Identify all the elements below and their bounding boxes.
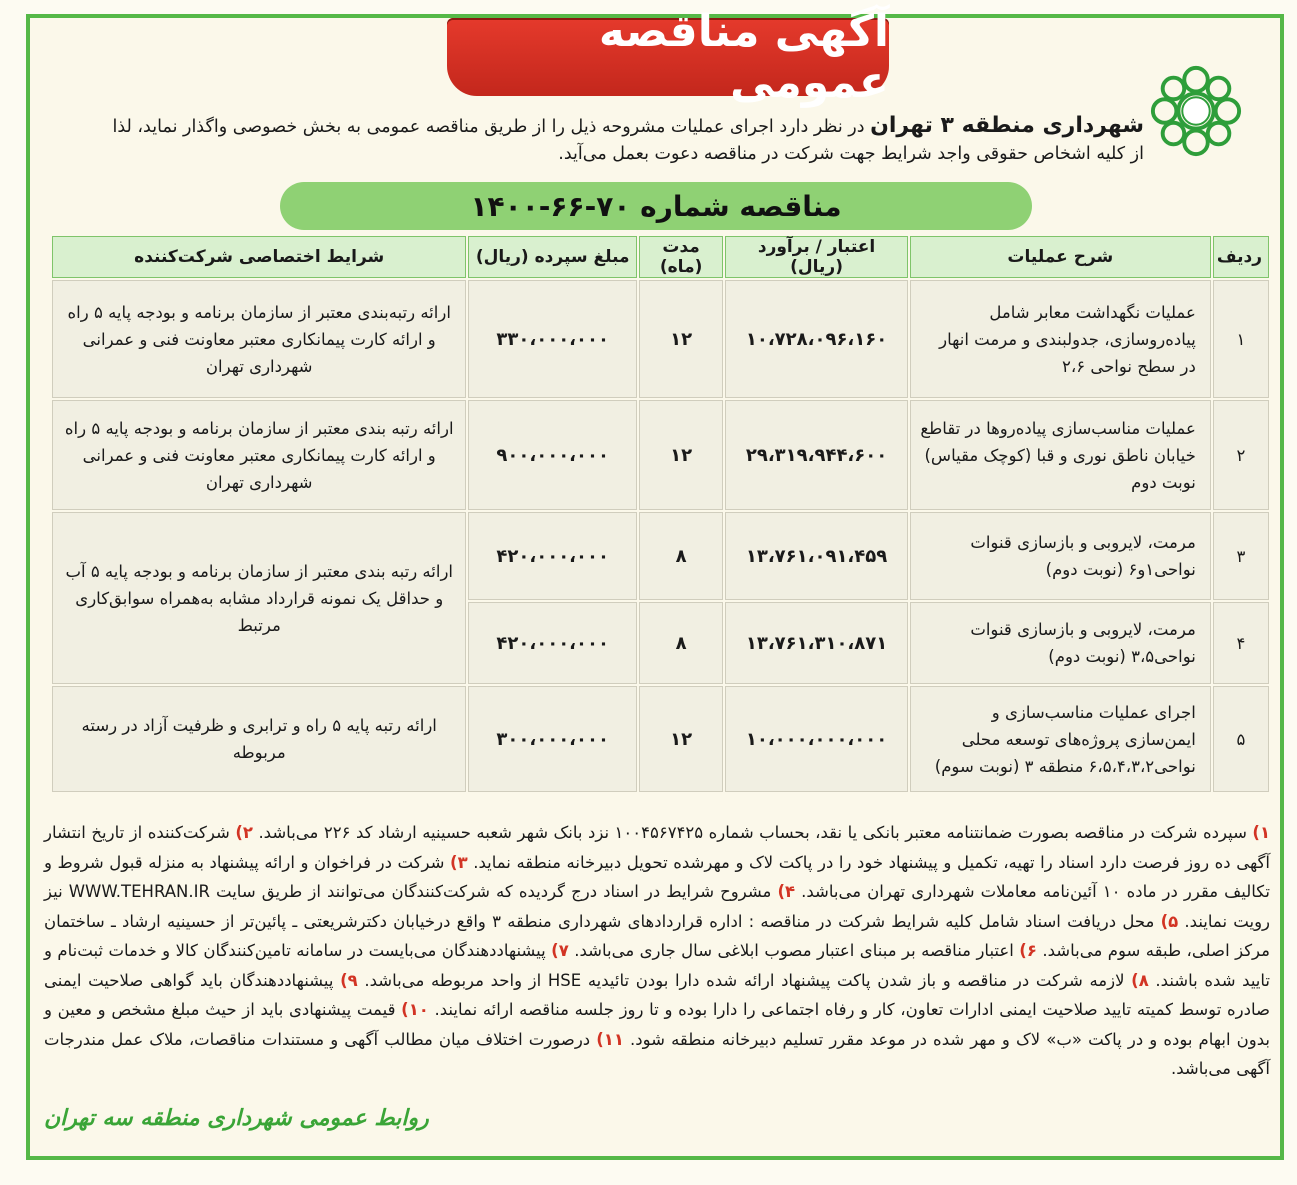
note-text: پیشنهاددهندگان باید گواهی صلاحیت ایمنی صادره توسط کمیته تایید صلاحیت ایمنی ادارات تعاون، کار و رفاه اجتماعی را دارا بوده و تا روز جلسه مناقصه ارائه نمایند. [44,970,1270,1019]
note-number: ۴) [777,882,796,901]
table-row [52,512,1269,600]
table-header-row [52,236,1269,278]
cell-row-no: ۵ [1213,686,1269,792]
note-number: ۶) [1019,941,1037,960]
note-text: لازمه شرکت در مناقصه و باز شدن پاکت پیشنهاد ارائه شده دارا بودن تائیدیه HSE از واحد مربوطه می‌باشد. [357,970,1132,990]
cell-deposit: ۴۲۰،۰۰۰،۰۰۰ [468,512,637,600]
note-number: ۹) [340,970,358,990]
note-text: شرکت‌کننده از تاریخ انتشار آگهی ده روز فرصت دارد اسناد را تهیه، تکمیل و پیشنهاد خود را در پاکت لاک و مهرشده تحویل دبیرخانه منطقه نماید. [44,823,1270,872]
header-deposit: مبلغ سپرده (ریال) [468,236,637,278]
cell-conditions: ارائه رتبه پایه ۵ راه و ترابری و ظرفیت آزاد در رسته مربوطه [52,686,466,792]
cell-conditions: ارائه رتبه بندی معتبر از سازمان برنامه و بودجه پایه ۵ راه و ارائه کارت پیمانکاری معتبر معاونت فنی و عمرانی شهرداری تهران [52,400,466,510]
cell-deposit: ۴۲۰،۰۰۰،۰۰۰ [468,602,637,684]
table-row [52,280,1269,398]
note-number: ۸) [1131,970,1149,990]
cell-duration: ۱۲ [639,280,723,398]
cell-description: مرمت، لایروبی و بازسازی قنوات نواحی۳،۵ (نوبت دوم) [910,602,1211,684]
note-text: درصورت اختلاف میان مطالب آگهی و مستندات مناقصات، ملاک عمل مندرجات آگهی می‌باشد. [44,1029,1270,1078]
cell-description: عملیات نگهداشت معابر شامل پیاده‌روسازی، جدولبندی و مرمت انهار در سطح نواحی ۲،۶ [910,280,1211,398]
note-text: محل دریافت اسناد شامل کلیه شرایط شرکت در مناقصه : اداره قراردادهای شهرداری منطقه ۳ واقع درخیابان دکترشریعتی ـ پائین‌تر از حسینیه ارشاد ـ ساختمان مرکز اصلی، طبقه سوم می‌باشد. [44,911,1270,960]
cell-description: عملیات مناسب‌سازی پیاده‌روها در تقاطع خیابان ناطق نوری و قبا (کوچک مقیاس) نوبت دوم [910,400,1211,510]
tender-number: مناقصه شماره ۷۰-۶۶-۱۴۰۰ [280,182,1032,230]
terms-notes [44,818,1270,1084]
header-budget: اعتبار / برآورد (ریال) [725,236,908,278]
cell-budget: ۲۹،۳۱۹،۹۴۴،۶۰۰ [725,400,908,510]
operations-table [50,234,1271,794]
note-text: اعتبار مناقصه بر مبنای اعتبار مصوب ابلاغی سال جاری می‌باشد. [568,941,1020,960]
note-text: سپرده شرکت در مناقصه بصورت ضمانتنامه معتبر بانکی یا نقد، بحساب شماره ۱۰۰۴۵۶۷۴۲۵ نزد بانک شهر شعبه حسینیه ارشاد کد ۲۲۶ می‌باشد. [252,823,1253,842]
cell-duration: ۱۲ [639,686,723,792]
intro-line-2: از کلیه اشخاص حقوقی واجد شرایط جهت شرکت در مناقصه دعوت بعمل می‌آید. [558,144,1144,164]
cell-budget: ۱۳،۷۶۱،۰۹۱،۴۵۹ [725,512,908,600]
header-row-no: ردیف [1213,236,1269,278]
intro-line-1: در نظر دارد اجرای عملیات مشروحه ذیل را از طریق مناقصه عمومی به بخش خصوصی واگذار نماید، لذا [112,117,871,137]
cell-row-no: ۲ [1213,400,1269,510]
cell-duration: ۸ [639,512,723,600]
cell-conditions: ارائه رتبه‌بندی معتبر از سازمان برنامه و بودجه پایه ۵ راه و ارائه کارت پیمانکاری معتبر معاونت فنی و عمرانی شهرداری تهران [52,280,466,398]
public-relations-signature: روابط عمومی شهرداری منطقه سه تهران [44,1106,429,1131]
cell-deposit: ۹۰۰،۰۰۰،۰۰۰ [468,400,637,510]
note-text: شرکت در فراخوان و ارائه پیشنهاد به منزله قبول شروط و تکالیف مقرر در ماده ۱۰ آئین‌نامه معاملات شهرداری تهران می‌باشد. [44,852,1271,901]
header-conditions: شرایط اختصاصی شرکت‌کننده [52,236,466,278]
cell-row-no: ۳ [1213,512,1269,600]
header-description: شرح عملیات [910,236,1211,278]
cell-budget: ۱۳،۷۶۱،۳۱۰،۸۷۱ [725,602,908,684]
note-text: قیمت پیشنهادی باید از حیث مبلغ مشخص و معین و بدون ابهام بوده و در پاکت «ب» لاک و مهر شده در موعد مقرر تسلیم دبیرخانه منطقه شود. [44,1000,1270,1049]
cell-budget: ۱۰،۰۰۰،۰۰۰،۰۰۰ [725,686,908,792]
header-duration: مدت (ماه) [639,236,723,278]
cell-row-no: ۴ [1213,602,1269,684]
cell-deposit: ۳۰۰،۰۰۰،۰۰۰ [468,686,637,792]
municipality-logo-icon [1147,62,1245,160]
table-row [52,400,1269,510]
cell-description: مرمت، لایروبی و بازسازی قنوات نواحی۱و۶ (نوبت دوم) [910,512,1211,600]
cell-duration: ۸ [639,602,723,684]
cell-deposit: ۳۳۰،۰۰۰،۰۰۰ [468,280,637,398]
cell-row-no: ۱ [1213,280,1269,398]
note-number: ۱۱) [596,1029,624,1049]
note-number: ۵) [1160,911,1179,931]
note-text: مشروح شرایط در اسناد درج گردیده که شرکت‌کنندگان می‌توانند از طریق سایت WWW.TEHRAN.IR نیز رویت نمایند. [44,882,1271,931]
note-number: ۳) [450,852,468,872]
note-number: ۱۰) [401,1000,429,1019]
cell-description: اجرای عملیات مناسب‌سازی و ایمن‌سازی پروژه‌های توسعه محلی نواحی۶،۵،۴،۳،۲ منطقه ۳ (نوبت سوم) [910,686,1211,792]
note-number: ۲) [235,823,253,842]
intro-paragraph [44,112,1144,168]
cell-conditions: ارائه رتبه بندی معتبر از سازمان برنامه و بودجه پایه ۵ آب و حداقل یک نمونه قرارداد مشابه به‌همراه سوابق‌کاری مرتبط [52,512,466,684]
org-name: شهرداری منطقه ۳ تهران [870,113,1144,138]
note-number: ۱) [1252,823,1271,842]
table-row [52,686,1269,792]
notice-title: آگهی مناقصه عمومی [447,18,889,96]
note-number: ۷) [551,941,569,960]
note-text: پیشنهاددهندگان می‌بایست در سامانه تامین‌کنندگان کالا و خدمات ثبت‌نام و تایید شده باشند. [44,941,1271,990]
cell-duration: ۱۲ [639,400,723,510]
cell-budget: ۱۰،۷۲۸،۰۹۶،۱۶۰ [725,280,908,398]
